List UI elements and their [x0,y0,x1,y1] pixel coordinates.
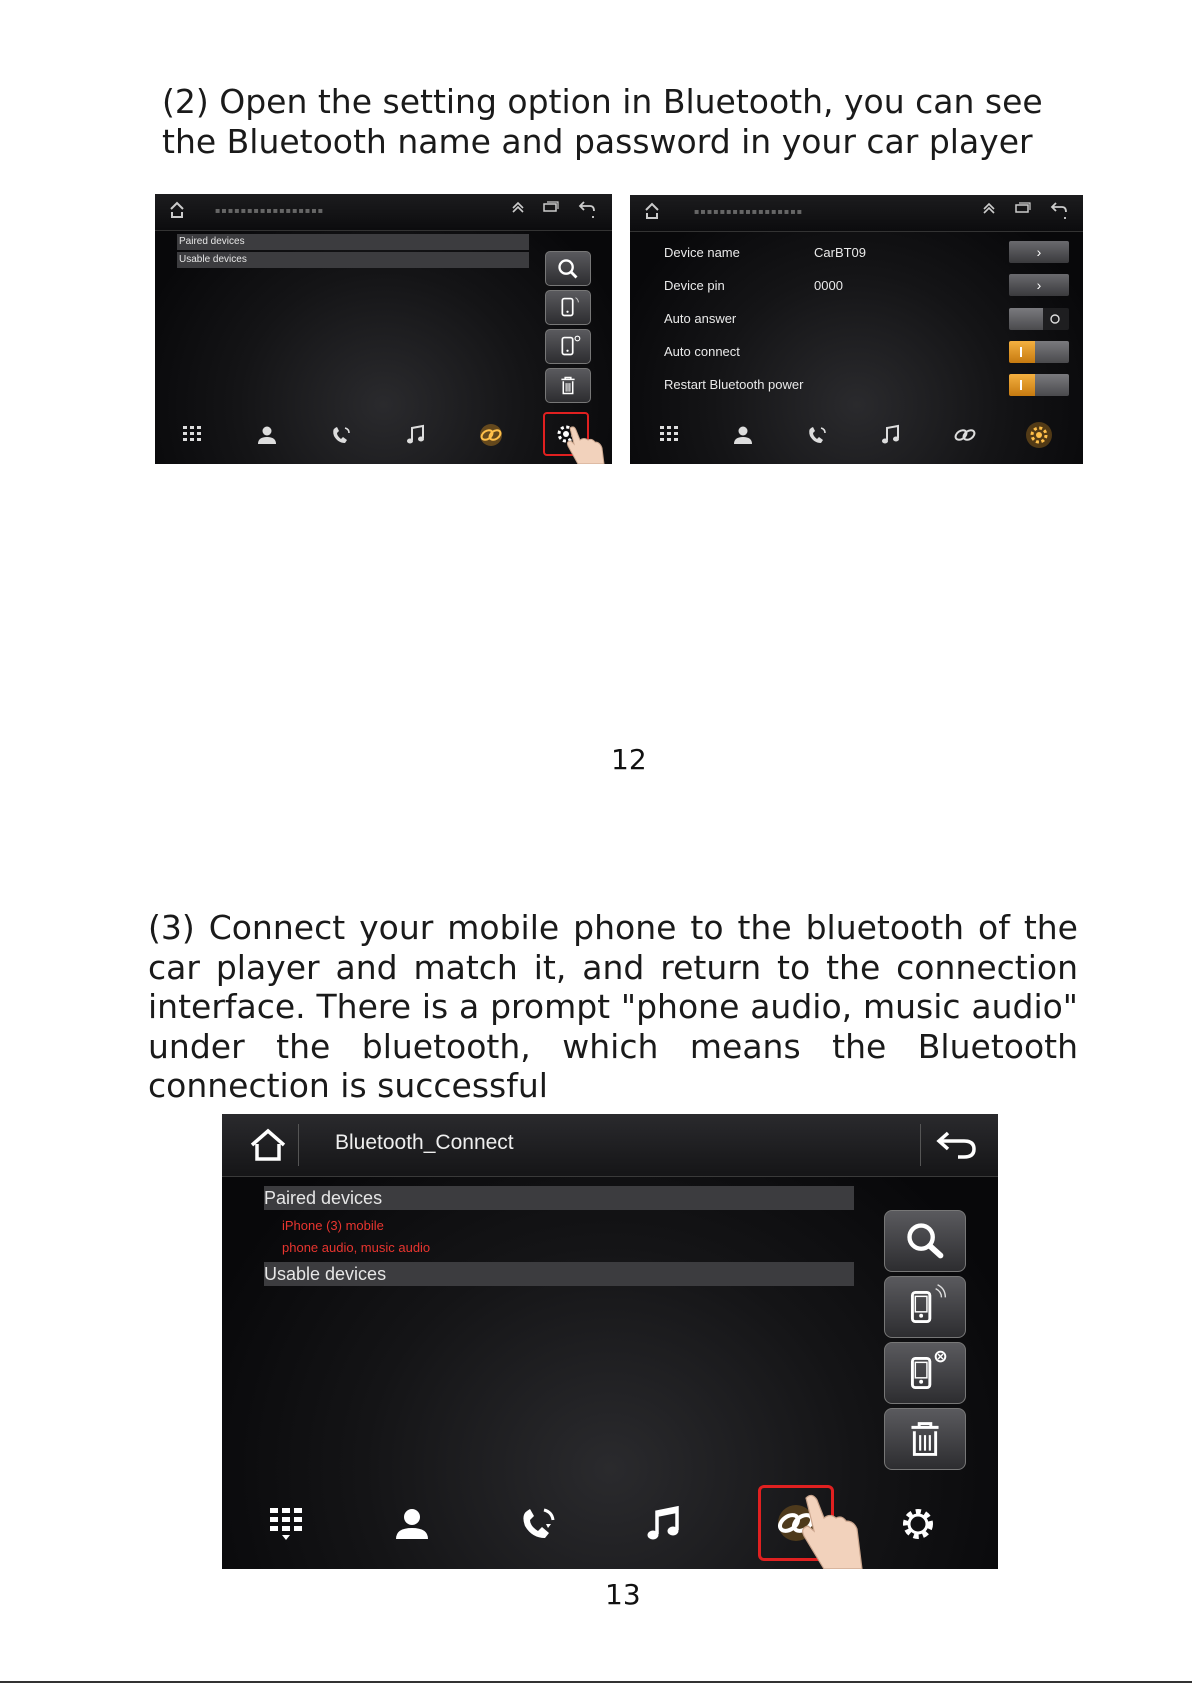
paired-devices-label: Paired devices [179,236,245,247]
nav-call-log[interactable] [498,1479,578,1569]
music-icon [880,424,902,446]
dialpad-icon [181,424,203,446]
nav-contacts[interactable] [372,1479,452,1569]
title-divider-right [920,1124,921,1166]
expand-up-icon[interactable] [982,201,996,215]
nav-link[interactable] [466,406,516,464]
nav-settings[interactable] [878,1479,958,1569]
home-icon[interactable] [644,201,660,221]
screenshot-bluetooth-connect-small [155,194,612,464]
nav-dialpad[interactable] [644,406,694,464]
screenshot-bluetooth-settings [630,195,1083,464]
hand-pointer-icon [790,1488,874,1569]
dialpad-icon [658,424,680,446]
gear-icon [1022,420,1056,450]
link-icon [474,423,508,447]
paired-devices-header [177,234,529,250]
call-log-icon [806,424,828,446]
setting-label: Auto answer [664,311,737,326]
nav-contacts[interactable] [718,406,768,464]
setting-value: 0000 [814,278,843,293]
blurred-title: ▪▪▪▪▪▪▪▪▪▪▪▪▪▪▪▪▪ [215,206,325,215]
title-bar [222,1114,998,1177]
usable-devices-label: Usable devices [264,1264,387,1284]
music-icon [405,424,427,446]
page-title: Bluetooth_Connect [335,1131,514,1154]
bottom-nav [630,406,1083,464]
back-icon[interactable] [578,199,596,221]
nav-music[interactable] [866,406,916,464]
setting-label: Restart Bluetooth power [664,377,804,392]
nav-music[interactable] [391,406,441,464]
window-icon[interactable] [543,201,559,213]
phone-disconnect-button[interactable] [545,329,591,364]
setting-row-auto-answer[interactable] [664,305,1054,333]
auto-connect-toggle[interactable] [1009,341,1069,363]
home-icon[interactable] [248,1127,288,1163]
nav-contacts[interactable] [242,406,292,464]
setting-row-device-pin[interactable] [664,272,1054,300]
setting-row-auto-connect[interactable] [664,338,1054,366]
screenshot-bluetooth-connect-large [222,1114,998,1569]
hand-pointer-icon [560,422,608,464]
nav-call-log[interactable] [316,406,366,464]
setting-row-device-name[interactable] [664,239,1054,267]
delete-button[interactable] [884,1408,966,1470]
bottom-nav [222,1479,998,1569]
device-pin-arrow-button[interactable]: › [1009,274,1069,296]
call-log-icon [518,1504,558,1544]
paired-devices-header [264,1186,854,1210]
setting-row-restart-bluetooth-power[interactable] [664,371,1054,399]
home-icon[interactable] [169,200,185,220]
instruction-step-3: (3) Connect your mobile phone to the bluetooth of the car player and match it, and return to the connection interface. There is a prompt "phone audio, music audio" under the bluetooth, which means the Bluetooth connection is successful [148,908,1078,1106]
back-icon[interactable] [1050,200,1068,222]
gear-icon [898,1504,938,1544]
bottom-nav [155,406,612,464]
auto-answer-toggle[interactable] [1009,308,1069,330]
setting-value: CarBT09 [814,245,867,260]
link-icon [950,424,980,446]
page-number: 12 [611,743,647,776]
contacts-icon [392,1504,432,1544]
search-button[interactable] [884,1210,966,1272]
back-icon[interactable] [934,1128,980,1162]
contacts-icon [256,424,278,446]
setting-label: Device pin [664,278,725,293]
nav-dialpad[interactable] [246,1479,326,1569]
setting-label: Auto connect [664,344,740,359]
page-bottom-rule [0,1681,1192,1683]
nav-link[interactable] [940,406,990,464]
contacts-icon [732,424,754,446]
expand-up-icon[interactable] [511,200,525,214]
nav-dialpad[interactable] [167,406,217,464]
usable-devices-label: Usable devices [179,254,247,265]
usable-devices-header [264,1262,854,1286]
instruction-step-2: (2) Open the setting option in Bluetooth, you can see the Bluetooth name and password in your car player [162,82,1043,161]
usable-devices-header [177,252,529,268]
page-number: 13 [605,1578,641,1611]
paired-devices-label: Paired devices [264,1188,383,1208]
window-icon[interactable] [1015,202,1031,214]
delete-button[interactable] [545,368,591,403]
phone-discoverable-button[interactable] [545,290,591,325]
nav-music[interactable] [624,1479,704,1569]
setting-label: Device name [664,245,740,260]
nav-settings[interactable] [1014,406,1064,464]
paired-device-name[interactable]: iPhone (3) mobile [282,1218,384,1233]
phone-disconnect-button[interactable] [884,1342,966,1404]
dialpad-icon [266,1504,306,1544]
phone-discoverable-button[interactable] [884,1276,966,1338]
music-icon [644,1504,684,1544]
call-log-icon [330,424,352,446]
device-name-arrow-button[interactable]: › [1009,241,1069,263]
search-button[interactable] [545,251,591,286]
title-divider-left [298,1124,299,1166]
nav-call-log[interactable] [792,406,842,464]
restart-bluetooth-power-toggle[interactable] [1009,374,1069,396]
paired-device-status: phone audio, music audio [282,1240,431,1255]
blurred-title: ▪▪▪▪▪▪▪▪▪▪▪▪▪▪▪▪▪ [694,207,804,216]
